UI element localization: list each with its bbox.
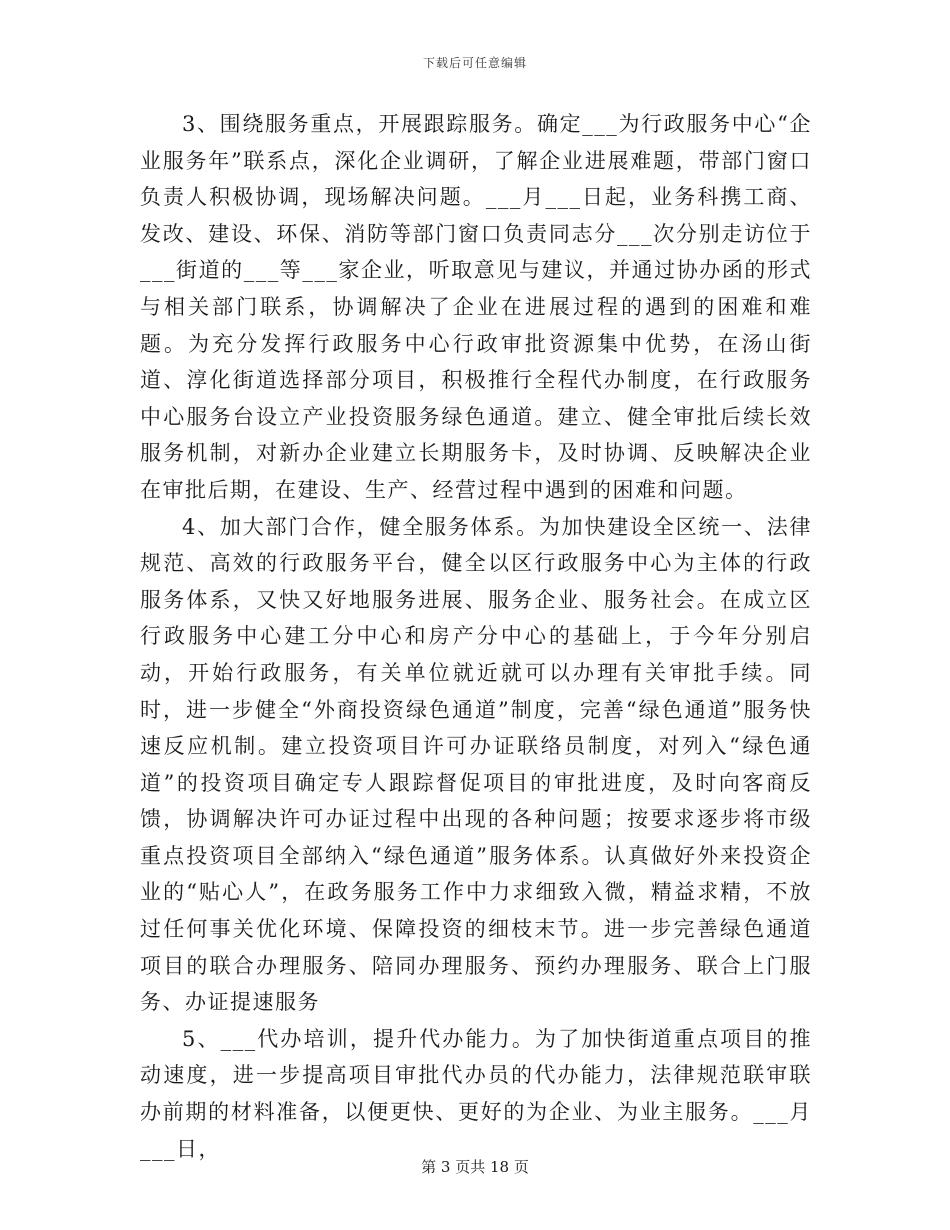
- paragraph-5: 5、___代办培训，提升代办能力。为了加快街道重点项目的推动速度，进一步提高项目审批代办员的代办能力，法律规范联审联办前期的材料准备，以便更快、更好的为企业、为业主服务。___月___日，: [140, 1026, 812, 1161]
- paragraph-3: 3、围绕服务重点，开展跟踪服务。确定___为行政服务中心“企业服务年”联系点，深化企业调研，了解企业进展难题，带部门窗口负责人积极协调，现场解决问题。___月___日起，业务科携工商、发改、建设、环保、消防等部门窗口负责同志分___次分别走访位于___街道的___等___家企业，听取意见与建议，并通过协办函的形式与相关部门联系，协调解决了企业在进展过程的遇到的困难和难题。为充分发挥行政服务中心行政审批资源集中优势，在汤山街道、淳化街道选择部分项目，积极推行全程代办制度，在行政服务中心服务台设立产业投资服务绿色通道。建立、健全审批后续长效服务机制，对新办企业建立长期服务卡，及时协调、反映解决企业在审批后期，在建设、生产、经营过程中遇到的困难和问题。: [140, 112, 812, 502]
- page-header: 下载后可任意编辑: [422, 56, 527, 70]
- document-body: [140, 106, 812, 1167]
- paragraph-4: 4、加大部门合作，健全服务体系。为加快建设全区统一、法律规范、高效的行政服务平台，健全以区行政服务中心为主体的行政服务体系，又快又好地服务进展、服务企业、服务社会。在成立区行政服务中心建工分中心和房产分中心的基础上，于今年分别启动，开始行政服务，有关单位就近就可以办理有关审批手续。同时，进一步健全“外商投资绿色通道”制度，完善“绿色通道”服务快速反应机制。建立投资项目许可办证联络员制度，对列入“绿色通道”的投资项目确定专人跟踪督促项目的审批进度，及时向客商反馈，协调解决许可办证过程中出现的各种问题；按要求逐步将市级重点投资项目全部纳入“绿色通道”服务体系。认真做好外来投资企业的“贴心人”，在政务服务工作中力求细致入微，精益求精，不放过任何事关优化环境、保障投资的细枝末节。进一步完善绿色通道项目的联合办理服务、陪同办理服务、预约办理服务、联合上门服务、办证提速服务: [140, 514, 812, 1015]
- page-footer: 第 3 页共 18 页: [421, 1158, 529, 1176]
